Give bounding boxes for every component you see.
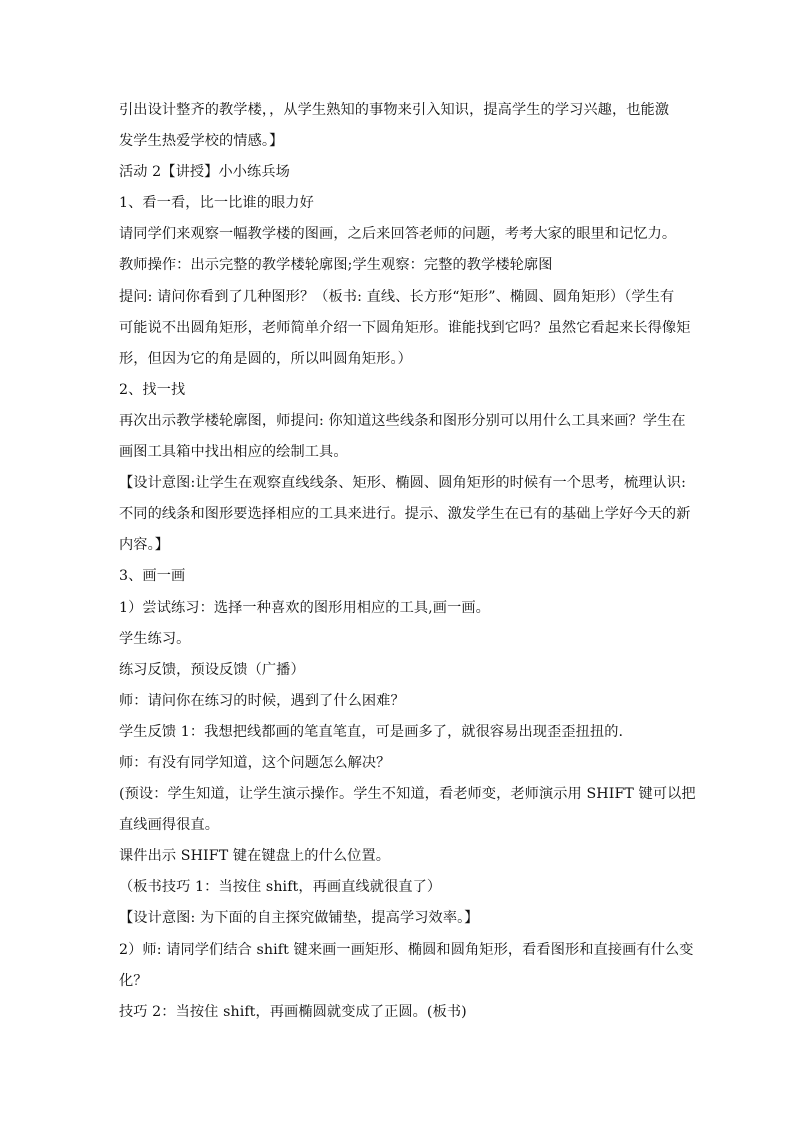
paragraph-line: (预设：学生知道，让学生演示操作。学生不知道，看老师变，老师演示用 SHIFT 键可以把 bbox=[119, 786, 696, 803]
paragraph-line: 师：请问你在练习的时候，遇到了什么困难？ bbox=[119, 692, 405, 709]
paragraph-line: 可能说不出圆角矩形，老师简单介绍一下圆角矩形。谁能找到它吗？虽然它看起来长得像矩 bbox=[119, 319, 691, 336]
paragraph-line: 【设计意图: 为下面的自主探究做铺垫，提高学习效率。】 bbox=[119, 910, 479, 927]
paragraph-line: （板书技巧 1：当按住 shift，再画直线就很直了） bbox=[119, 879, 442, 896]
paragraph-line: 化？ bbox=[119, 972, 148, 989]
paragraph-line: 课件出示 SHIFT 键在键盘上的什么位置。 bbox=[119, 848, 391, 865]
paragraph-line: 提问: 请问你看到了几种图形？（板书: 直线、长方形“矩形”、椭圆、圆角矩形）（学生有 bbox=[119, 288, 675, 305]
paragraph-line: 不同的线条和图形要选择相应的工具来进行。提示、激发学生在已有的基础上学好今天的新 bbox=[119, 506, 691, 523]
activity-heading: 活动 2【讲授】小小练兵场 bbox=[119, 164, 290, 181]
paragraph-line: 学生练习。 bbox=[119, 630, 191, 647]
section-heading: 2、找一找 bbox=[119, 381, 186, 398]
paragraph-line: 学生反馈 1：我想把线都画的笔直笔直，可是画多了，就很容易出现歪歪扭扭的. bbox=[119, 723, 624, 740]
paragraph-line: 形，但因为它的角是圆的，所以叫圆角矩形。） bbox=[119, 350, 412, 367]
paragraph-line: 练习反馈，预设反馈（广播） bbox=[119, 661, 305, 678]
paragraph-line: 技巧 2：当按住 shift，再画椭圆就变成了正圆。(板书) bbox=[119, 1003, 467, 1020]
paragraph-line: 直线画得很直。 bbox=[119, 817, 220, 834]
section-heading: 1、看一看，比一比谁的眼力好 bbox=[119, 195, 314, 212]
paragraph-line: 画图工具箱中找出相应的绘制工具。 bbox=[119, 444, 348, 461]
paragraph-line: 发学生热爱学校的情感。】 bbox=[119, 133, 284, 150]
paragraph-line: 内容。】 bbox=[119, 537, 170, 554]
paragraph-line: 请同学们来观察一幅教学楼的图画，之后来回答老师的问题，考考大家的眼里和记忆力。 bbox=[119, 226, 677, 243]
paragraph-line: 引出设计整齐的教学楼，，从学生熟知的事物来引入知识，提高学生的学习兴趣，也能激 bbox=[119, 102, 670, 118]
document-body bbox=[119, 100, 696, 1022]
paragraph-line: 1）尝试练习：选择一种喜欢的图形用相应的工具,画一画。 bbox=[119, 599, 490, 616]
paragraph-line: 再次出示教学楼轮廓图，师提问: 你知道这些线条和图形分别可以用什么工具来画？学生在 bbox=[119, 412, 686, 429]
paragraph-line: 2）师: 请同学们结合 shift 键来画一画矩形、椭圆和圆角矩形，看看图形和直接画有什么变 bbox=[119, 941, 694, 958]
paragraph-line: 【设计意图:让学生在观察直线线条、矩形、椭圆、圆角矩形的时候有一个思考，梳理认识: bbox=[119, 475, 686, 492]
section-heading: 3、画一画 bbox=[119, 568, 186, 585]
paragraph-line: 教师操作：出示完整的教学楼轮廓图;学生观察：完整的教学楼轮廓图 bbox=[119, 257, 553, 274]
paragraph-line: 师：有没有同学知道，这个问题怎么解决？ bbox=[119, 754, 391, 771]
